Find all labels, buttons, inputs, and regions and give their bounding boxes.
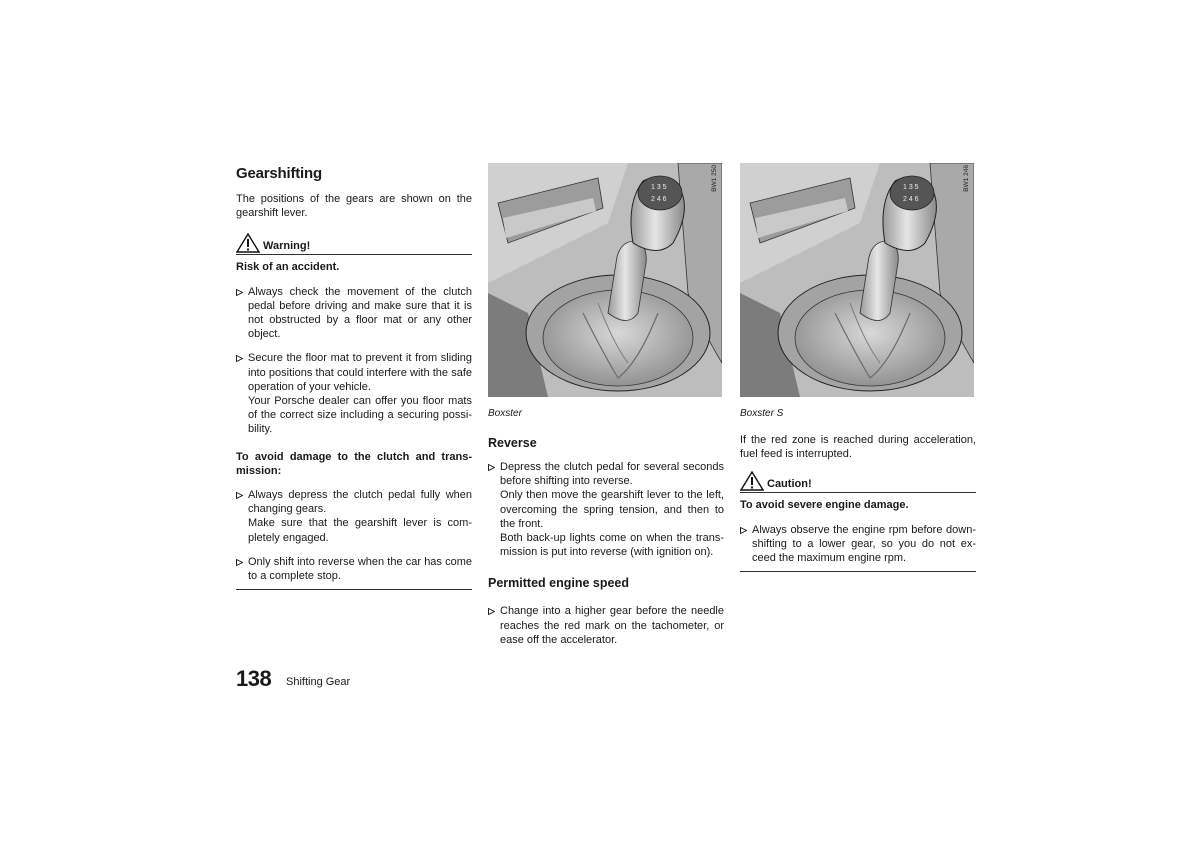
svg-text:1 3 5: 1 3 5 [903, 184, 919, 191]
intro-text: The positions of the gears are shown on the gearshift lever. [236, 193, 472, 220]
bullet-triangle-icon [236, 559, 243, 566]
bullet-triangle-icon [488, 464, 495, 471]
bullet-text: Always check the movement of the clutch pedal before driving and make sure that it is not obstructed by a floor mat or any other object. [248, 285, 472, 341]
svg-text:2 4 6: 2 4 6 [903, 196, 919, 203]
section-title-reverse: Reverse [488, 436, 537, 450]
bullet-triangle-icon [740, 527, 747, 534]
bullet-item [236, 351, 472, 436]
svg-text:1 3 5: 1 3 5 [651, 184, 667, 191]
section-name: Shifting Gear [286, 676, 351, 688]
bullet-item [488, 460, 724, 559]
gearshift-lever-image [488, 163, 722, 397]
redzone-text: If the red zone is reached during acceleration, fuel feed is interrupted. [740, 434, 976, 461]
bullet-text: Depress the clutch pedal for several seconds before shifting into reverse. [500, 461, 724, 488]
caution-heading: To avoid severe engine damage. [740, 499, 909, 512]
bullet-text: Only shift into reverse when the car has come to a complete stop. [248, 555, 472, 583]
column-right [740, 163, 976, 572]
figure-code: BW1 250 [711, 165, 719, 192]
gearshift-illustration-boxster-s [740, 163, 974, 397]
warning-box [236, 233, 472, 255]
bullet-text: Always observe the engine rpm before down-shifting to a lower gear, so you do not ex-ceed the maximum engine rpm. [752, 523, 976, 565]
bullet-triangle-icon [236, 492, 243, 499]
bullet-text: Always depress the clutch pedal fully when changing gears. [248, 489, 472, 516]
bullet-text: Your Porsche dealer can offer you floor mats of the correct size including a securing possi-bility. [248, 395, 472, 436]
column-middle [488, 163, 724, 647]
caution-box [740, 471, 976, 493]
gearshift-lever-image [740, 163, 974, 397]
warning-triangle-icon [740, 471, 764, 491]
svg-text:2 4 6: 2 4 6 [651, 196, 667, 203]
bullet-text: Make sure that the gearshift lever is com-pletely engaged. [248, 517, 472, 544]
bullet-text: Only then move the gearshift lever to the left, overcoming the spring tension, and then to the front. [500, 489, 724, 530]
bullet-triangle-icon [236, 289, 243, 296]
warning-triangle-icon [236, 233, 260, 253]
bullet-text: Secure the floor mat to prevent it from sliding into positions that could interfere with the safe operation of your vehicle. [248, 352, 472, 393]
bullet-item [236, 285, 472, 342]
figure-caption: Boxster [488, 408, 522, 419]
bullet-item [236, 555, 472, 590]
bullet-triangle-icon [236, 355, 243, 362]
caution-label: Caution! [767, 478, 812, 491]
bullet-triangle-icon [488, 608, 495, 615]
warning-heading: Risk of an accident. [236, 261, 340, 274]
bullet-text: Change into a higher gear before the needle reaches the red mark on the tachometer, or ease off the accelerator. [500, 605, 724, 646]
warning-label: Warning! [263, 240, 311, 253]
gearshift-illustration-boxster [488, 163, 722, 397]
section-title-engine-speed: Permitted engine speed [488, 576, 630, 591]
figure-code: BW1 246 [963, 165, 971, 192]
bullet-item [488, 604, 724, 647]
bullet-text: Both back-up lights come on when the trans-mission is put into reverse (with ignition on). [500, 532, 724, 559]
page-number: 138 [236, 666, 272, 691]
column-left [236, 160, 472, 590]
clutch-heading: To avoid damage to the clutch and trans-mission: [236, 450, 472, 477]
bullet-item [236, 488, 472, 545]
bullet-item [740, 523, 976, 573]
section-title-gearshifting: Gearshifting [236, 165, 322, 182]
figure-caption: Boxster S [740, 408, 784, 419]
